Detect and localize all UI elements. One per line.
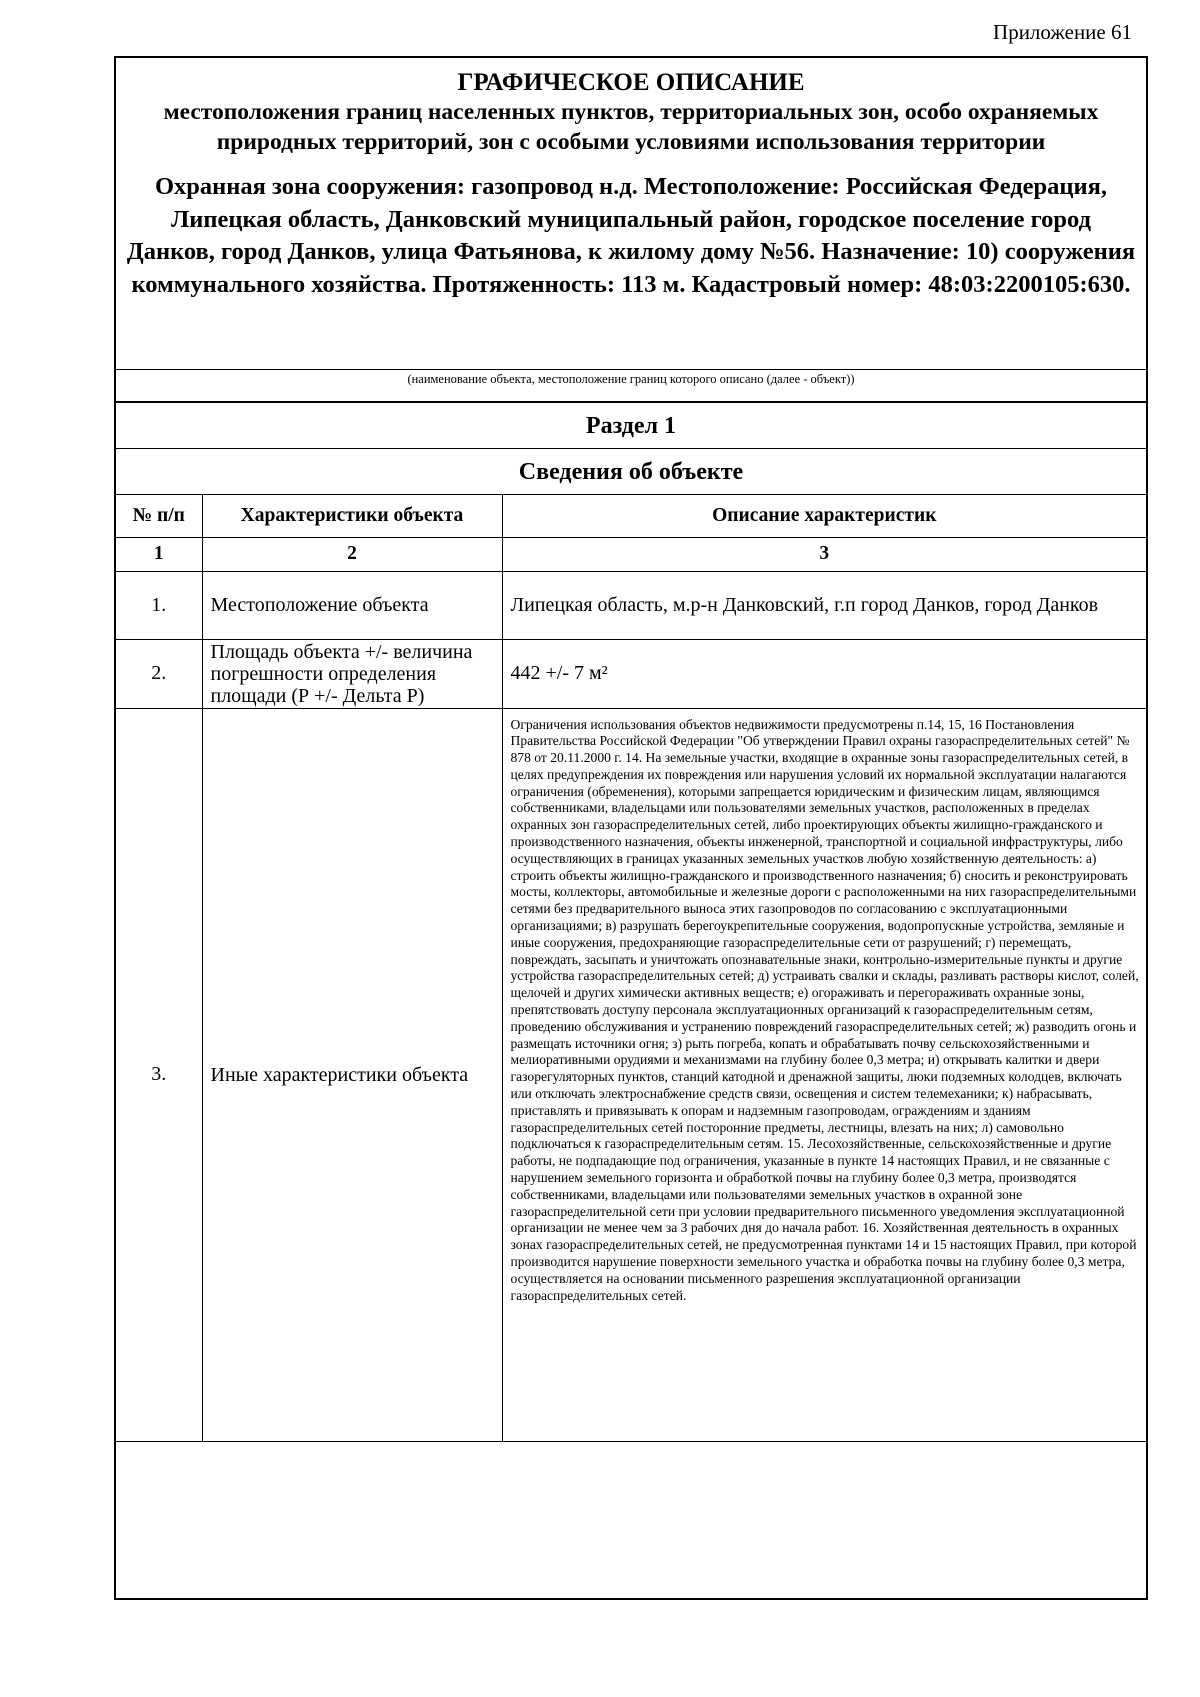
row-characteristic: Местоположение объекта (202, 571, 502, 639)
document-frame (114, 56, 1148, 1600)
table-row (116, 708, 1146, 1441)
section-subtitle: Сведения об объекте (116, 449, 1146, 495)
header-description: Описание характеристик (502, 495, 1146, 537)
section-title: Раздел 1 (116, 403, 1146, 449)
row-description: 442 +/- 7 м² (502, 639, 1146, 708)
row-description: Ограничения использования объектов недвижимости предусмотрены п.14, 15, 16 Постановления Правительства Российской Федерации "Об утверждении Правил охраны газораспределительных сетей" № 878 от 20.11.2000 г. 14. На земельные участки, входящие в охранные зоны газораспределительных сетей, в целях предупреждения их повреждения или нарушения условий их нормальной эксплуатации налагаются ограничения (обременения), которыми запрещается юридическим и физическим лицам, являющимся собственниками, владельцами или пользователями земельных участков, расположенных в пределах охранных зон газораспределительных сетей, либо проектирующих объекты жилищно-гражданского и производственного назначения, объекты инженерной, транспортной и социальной инфраструктуры, либо осуществляющих в границах указанных земельных участков любую хозяйственную деятельность: а) строить объекты жилищно-гражданского и производственного назначения; б) сносить и реконструировать мосты, коллекторы, автомобильные и железные дороги с расположенными на них газораспределительными сетями без предварительного выноса этих газопроводов по согласованию с эксплуатационными организациями; в) разрушать берегоукрепительные сооружения, водопропускные устройства, земляные и иные сооружения, предохраняющие газораспределительные сети от разрушений; г) перемещать, повреждать, засыпать и уничтожать опознавательные знаки, контрольно-измерительные пункты и другие устройства газораспределительных сетей; д) устраивать свалки и склады, разливать растворы кислот, солей, щелочей и других химически активных веществ; е) огораживать и перегораживать охранные зоны, препятствовать доступу персонала эксплуатационных организаций к газораспределительным сетям, проведению обслуживания и устранению повреждений газораспределительных сетей; ж) разводить огонь и размещать источники огня; з) рыть погреба, копать и обрабатывать почву сельскохозяйственными и мелиоративными орудиями и механизмами на глубину более 0,3 метра; и) открывать калитки и двери газорегуляторных пунктов, станций катодной и дренажной защиты, люки подземных колодцев, включать или отключать электроснабжение средств связи, освещения и систем телемеханики; к) набрасывать, приставлять и привязывать к опорам и надземным газопроводам, ограждениям и зданиям газораспределительных сетей посторонние предметы, лестницы, влезать на них; л) самовольно подключаться к газораспределительным сетям. 15. Лесохозяйственные, сельскохозяйственные и другие работы, не подпадающие под ограничения, указанные в пункте 14 настоящих Правил, и не связанные с нарушением земельного горизонта и обработкой почвы на глубину более 0,3 метра, производятся собственниками, владельцами или пользователями земельных участков в охранной зоне газораспределительной сети при условии предварительного письменного уведомления эксплуатационной организации не менее чем за 3 рабочих дня до начала работ. 16. Хозяйственная деятельность в охранных зонах газораспределительных сетей, не предусмотренная пунктами 14 и 15 настоящих Правил, при которой производится нарушение поверхности земельного участка и обработка почвы на глубину более 0,3 метра, осуществляется на основании письменного разрешения эксплуатационной организации газораспределительных сетей. (502, 708, 1146, 1441)
row-num: 3. (116, 708, 202, 1441)
row-description: Липецкая область, м.р-н Данковский, г.п город Данков, город Данков (502, 571, 1146, 639)
column-number: 3 (502, 537, 1146, 571)
table-header-row (116, 495, 1146, 537)
column-number: 2 (202, 537, 502, 571)
table-row (116, 639, 1146, 708)
header-num: № п/п (116, 495, 202, 537)
row-num: 2. (116, 639, 202, 708)
row-characteristic: Площадь объекта +/- величина погрешности определения площади (Р +/- Дельта Р) (202, 639, 502, 708)
object-caption: (наименование объекта, местоположение границ которого описано (далее - объект)) (116, 370, 1146, 403)
column-number-row (116, 537, 1146, 571)
object-info-table (116, 495, 1146, 1442)
row-characteristic: Иные характеристики объекта (202, 708, 502, 1441)
title-block (116, 58, 1146, 370)
column-number: 1 (116, 537, 202, 571)
document-title: ГРАФИЧЕСКОЕ ОПИСАНИЕ (457, 69, 805, 96)
row-num: 1. (116, 571, 202, 639)
appendix-label: Приложение 61 (993, 20, 1132, 44)
header-characteristic: Характеристики объекта (202, 495, 502, 537)
document-subtitle: местоположения границ населенных пунктов, территориальных зон, особо охраняемых природных территорий, зон с особыми условиями использования территории (163, 99, 1099, 155)
table-row (116, 571, 1146, 639)
object-name: Охранная зона сооружения: газопровод н.д. Местоположение: Российская Федерация, Липецкая область, Данковский муниципальный район, городское поселение город Данков, город Данков, улица Фатьянова, к жилому дому №56. Назначение: 10) сооружения коммунального хозяйства. Протяженность: 113 м. Кадастровый номер: 48:03:2200105:630. (126, 173, 1136, 298)
